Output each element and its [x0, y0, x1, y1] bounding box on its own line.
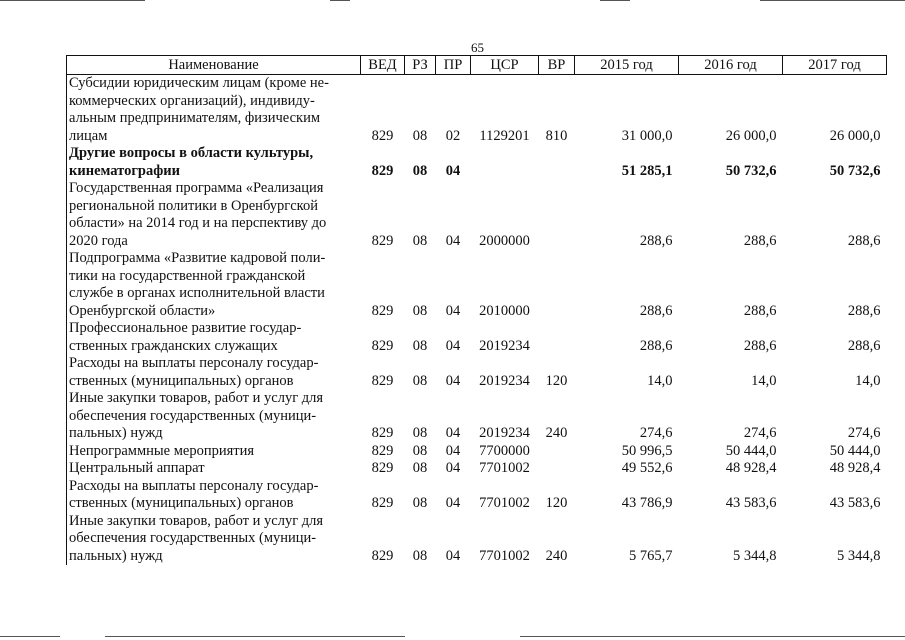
row-rz: 08: [412, 162, 428, 179]
row-rz: 08: [412, 337, 428, 354]
row-ved: 829: [371, 425, 394, 441]
row-vr: 240: [545, 547, 568, 564]
row-ved: 829: [371, 127, 394, 144]
row-rz: 08: [412, 547, 428, 564]
row-name: Государственная программа «Реализация региональной политики в Оренбургской области» на 2014 год и на перспективу до 2020 года: [67, 180, 361, 250]
row-y2015: 49 552,6: [621, 460, 673, 476]
row-vr: 120: [545, 372, 568, 389]
header-csr: ЦСР: [471, 56, 539, 75]
row-ved: 829: [371, 232, 394, 249]
table-row: [67, 355, 887, 390]
header-2017: 2017 год: [783, 56, 887, 75]
row-pr: 04: [445, 302, 461, 319]
row-y2015: 50 996,5: [621, 442, 673, 459]
row-csr: 2010000: [479, 302, 530, 319]
row-y2017: 43 583,6: [829, 495, 881, 511]
row-pr: 04: [445, 162, 461, 179]
row-y2015: 274,6: [639, 425, 673, 441]
row-vr: 810: [545, 127, 568, 144]
row-vr: [539, 180, 575, 250]
row-ved: 829: [371, 372, 394, 389]
row-pr: 04: [445, 425, 461, 441]
row-y2015: 51 285,1: [621, 162, 673, 179]
row-name: Профессиональное развитие государ- ственных гражданских служащих: [67, 320, 361, 355]
row-pr: 04: [445, 232, 461, 249]
budget-table: [66, 55, 887, 565]
row-y2016: 50 732,6: [725, 162, 777, 179]
row-y2017: 274,6: [847, 425, 881, 441]
row-y2016: 5 344,8: [733, 547, 777, 564]
row-vr: 120: [545, 495, 568, 511]
row-rz: 08: [412, 460, 428, 476]
row-y2015: 5 765,7: [629, 547, 673, 564]
row-y2017: 5 344,8: [837, 547, 881, 564]
page-number: 65: [471, 40, 484, 55]
header-ved: ВЕД: [361, 56, 405, 75]
header-pr: ПР: [436, 56, 471, 75]
table-row: [67, 180, 887, 250]
header-2015: 2015 год: [575, 56, 679, 75]
row-csr: [471, 145, 539, 180]
row-name: Непрограммные мероприятия: [67, 443, 361, 461]
row-ved: 829: [371, 460, 394, 476]
header-rz: РЗ: [405, 56, 436, 75]
row-name: Субсидии юридическим лицам (кроме не- коммерческих организаций), индивиду- альным предпринимателям, физическим лицам: [67, 75, 361, 146]
row-y2017: 288,6: [847, 302, 881, 319]
table-row: [67, 320, 887, 355]
row-rz: 08: [412, 442, 428, 459]
row-vr: [539, 145, 575, 180]
row-y2016: 288,6: [743, 337, 777, 354]
header-vr: ВР: [539, 56, 575, 75]
row-pr: 04: [445, 372, 461, 389]
row-y2017: 288,6: [847, 232, 881, 249]
row-y2016: 288,6: [743, 302, 777, 319]
table-row: [67, 443, 887, 461]
row-y2015: 14,0: [647, 372, 673, 389]
row-vr: 240: [545, 425, 568, 441]
row-csr: 2000000: [479, 232, 530, 249]
row-pr: 04: [445, 495, 461, 511]
row-csr: 7701002: [479, 460, 530, 476]
row-name: Расходы на выплаты персоналу государ- ственных (муниципальных) органов: [67, 355, 361, 390]
row-ved: 829: [371, 547, 394, 564]
row-pr: 04: [445, 442, 461, 459]
row-pr: 04: [445, 337, 461, 354]
table-row: [67, 250, 887, 320]
row-rz: 08: [412, 232, 428, 249]
scan-edge-bottom: [0, 636, 905, 638]
table-row: [67, 478, 887, 513]
row-y2017: 14,0: [855, 372, 881, 389]
row-vr: [539, 320, 575, 355]
row-y2016: 288,6: [743, 232, 777, 249]
row-y2016: 50 444,0: [725, 442, 777, 459]
row-rz: 08: [412, 127, 428, 144]
row-ved: 829: [371, 442, 394, 459]
table-row: [67, 513, 887, 566]
table-body: [67, 75, 887, 566]
row-name: Подпрограмма «Развитие кадровой поли- тики на государственной гражданской службе в органах исполнительной власти Оренбургской области»: [67, 250, 361, 320]
row-y2016: 43 583,6: [725, 495, 777, 511]
row-csr: 7701002: [479, 547, 530, 564]
row-name: Другие вопросы в области культуры, кинематографии: [67, 145, 361, 180]
row-y2016: 14,0: [751, 372, 777, 389]
row-y2016: 48 928,4: [725, 460, 777, 476]
row-csr: 2019234: [479, 425, 530, 441]
row-rz: 08: [412, 302, 428, 319]
row-pr: 02: [445, 127, 461, 144]
row-vr: [539, 460, 575, 478]
scan-edge-top: [0, 0, 905, 2]
row-pr: 04: [445, 460, 461, 476]
row-y2015: 43 786,9: [621, 495, 673, 511]
row-y2016: 26 000,0: [725, 127, 777, 144]
row-ved: 829: [371, 337, 394, 354]
row-ved: 829: [371, 162, 394, 179]
table-row: [67, 390, 887, 443]
table-header-row: [67, 56, 887, 75]
header-2016: 2016 год: [679, 56, 783, 75]
row-y2017: 50 444,0: [829, 442, 881, 459]
row-y2015: 288,6: [639, 302, 673, 319]
row-rz: 08: [412, 425, 428, 441]
row-csr: 2019234: [479, 372, 530, 389]
row-csr: 7701002: [479, 495, 530, 511]
row-y2017: 288,6: [847, 337, 881, 354]
row-y2017: 26 000,0: [829, 127, 881, 144]
row-ved: 829: [371, 302, 394, 319]
row-name: Расходы на выплаты персоналу государ- ственных (муниципальных) органов: [67, 478, 361, 513]
row-y2015: 31 000,0: [621, 127, 673, 144]
row-rz: 08: [412, 495, 428, 511]
row-ved: 829: [371, 495, 394, 511]
row-rz: 08: [412, 372, 428, 389]
row-csr: 7700000: [479, 442, 530, 459]
row-y2015: 288,6: [639, 337, 673, 354]
row-vr: [539, 250, 575, 320]
row-y2016: 274,6: [743, 425, 777, 441]
table-row: [67, 145, 887, 180]
row-y2017: 50 732,6: [829, 162, 881, 179]
row-pr: 04: [445, 547, 461, 564]
row-name: Иные закупки товаров, работ и услуг для обеспечения государственных (муници- пальных) нужд: [67, 513, 361, 566]
row-name: Центральный аппарат: [67, 460, 361, 478]
row-vr: [539, 443, 575, 461]
table-row: [67, 460, 887, 478]
row-y2015: 288,6: [639, 232, 673, 249]
table-row: [67, 75, 887, 146]
row-csr: 2019234: [479, 337, 530, 354]
row-csr: 1129201: [479, 127, 530, 144]
row-name: Иные закупки товаров, работ и услуг для обеспечения государственных (муници- пальных) нужд: [67, 390, 361, 443]
row-y2017: 48 928,4: [829, 460, 881, 476]
header-name: Наименование: [67, 56, 361, 75]
